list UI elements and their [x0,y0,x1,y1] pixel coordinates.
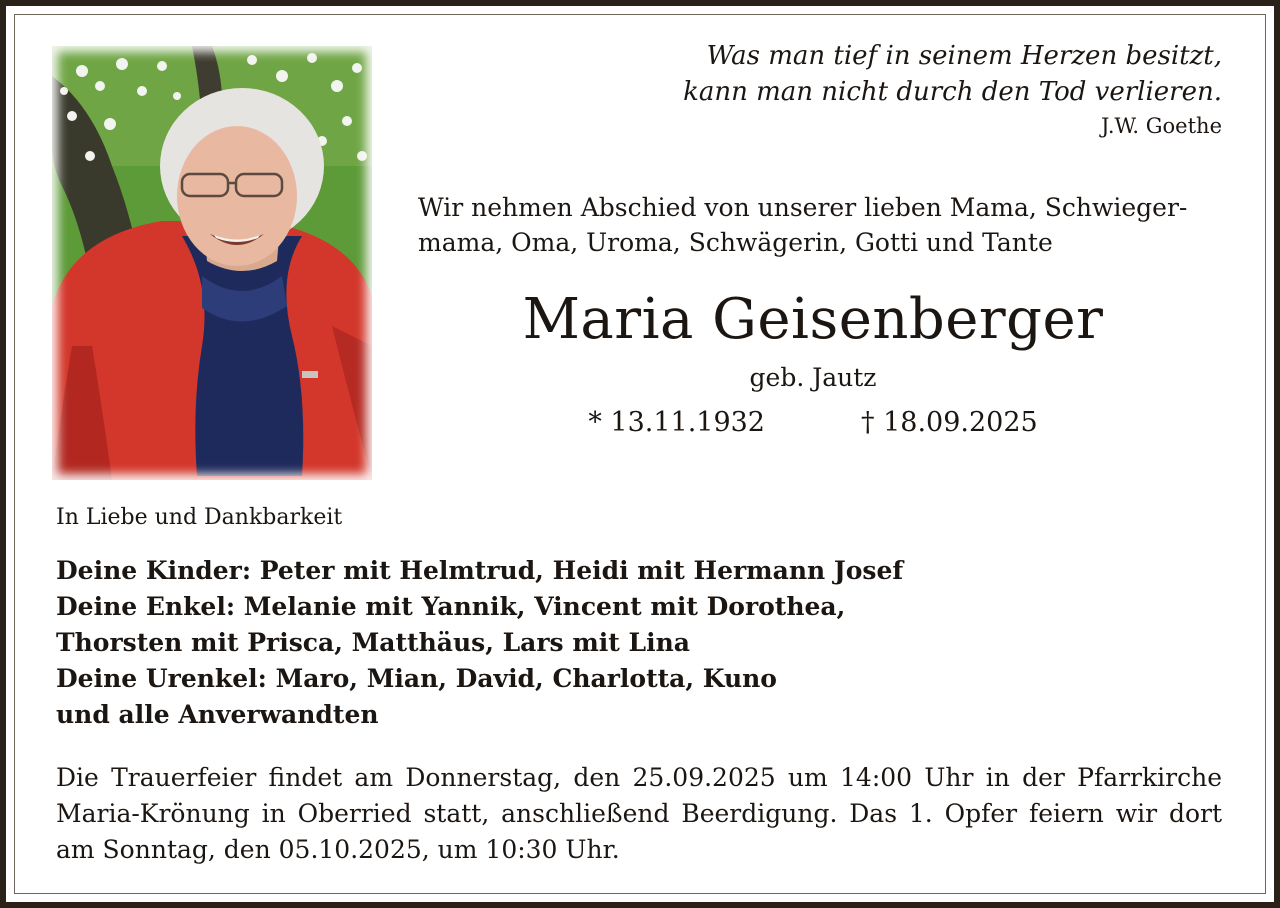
family-line: Deine Enkel: Melanie mit Yannik, Vincent mit Dorothea, [56,592,846,621]
quote-author: J.W. Goethe [1101,114,1222,138]
funeral-service-info [56,760,1222,868]
family-list [56,553,903,733]
family-line: Thorsten mit Prisca, Matthäus, Lars mit Lina [56,628,690,657]
quote-line: kann man nicht durch den Tod verlieren. [683,77,1222,107]
service-line: Maria-Krönung in Oberried statt, anschließend Beerdigung. Das 1. Opfer feiern wir dort [56,799,1222,828]
birth-name: geb. Jautz [749,363,877,392]
goethe-quote [662,38,1222,142]
family-line: Deine Urenkel: Maro, Mian, David, Charlotta, Kuno [56,664,777,693]
birth-date: * 13.11.1932 [588,407,765,438]
closing-phrase: In Liebe und Dankbarkeit [56,505,343,530]
deceased-name: Maria Geisenberger [522,287,1104,352]
intro-line: mama, Oma, Uroma, Schwägerin, Gotti und Tante [418,228,1053,257]
service-line: am Sonntag, den 05.10.2025, um 10:30 Uhr. [56,835,620,864]
family-line: Deine Kinder: Peter mit Helmtrud, Heidi mit Hermann Josef [56,556,904,585]
portrait-photo [52,46,372,480]
quote-line: Was man tief in seinem Herzen besitzt, [706,41,1222,71]
farewell-intro [418,190,1218,260]
family-line: und alle Anverwandten [56,700,379,729]
intro-line: Wir nehmen Abschied von unserer lieben Mama, Schwieger- [418,193,1188,222]
service-line: Die Trauerfeier findet am Donnerstag, den 25.09.2025 um 14:00 Uhr in der Pfarrkirche [56,763,1222,792]
death-date: † 18.09.2025 [861,407,1038,438]
life-dates [418,404,1208,442]
